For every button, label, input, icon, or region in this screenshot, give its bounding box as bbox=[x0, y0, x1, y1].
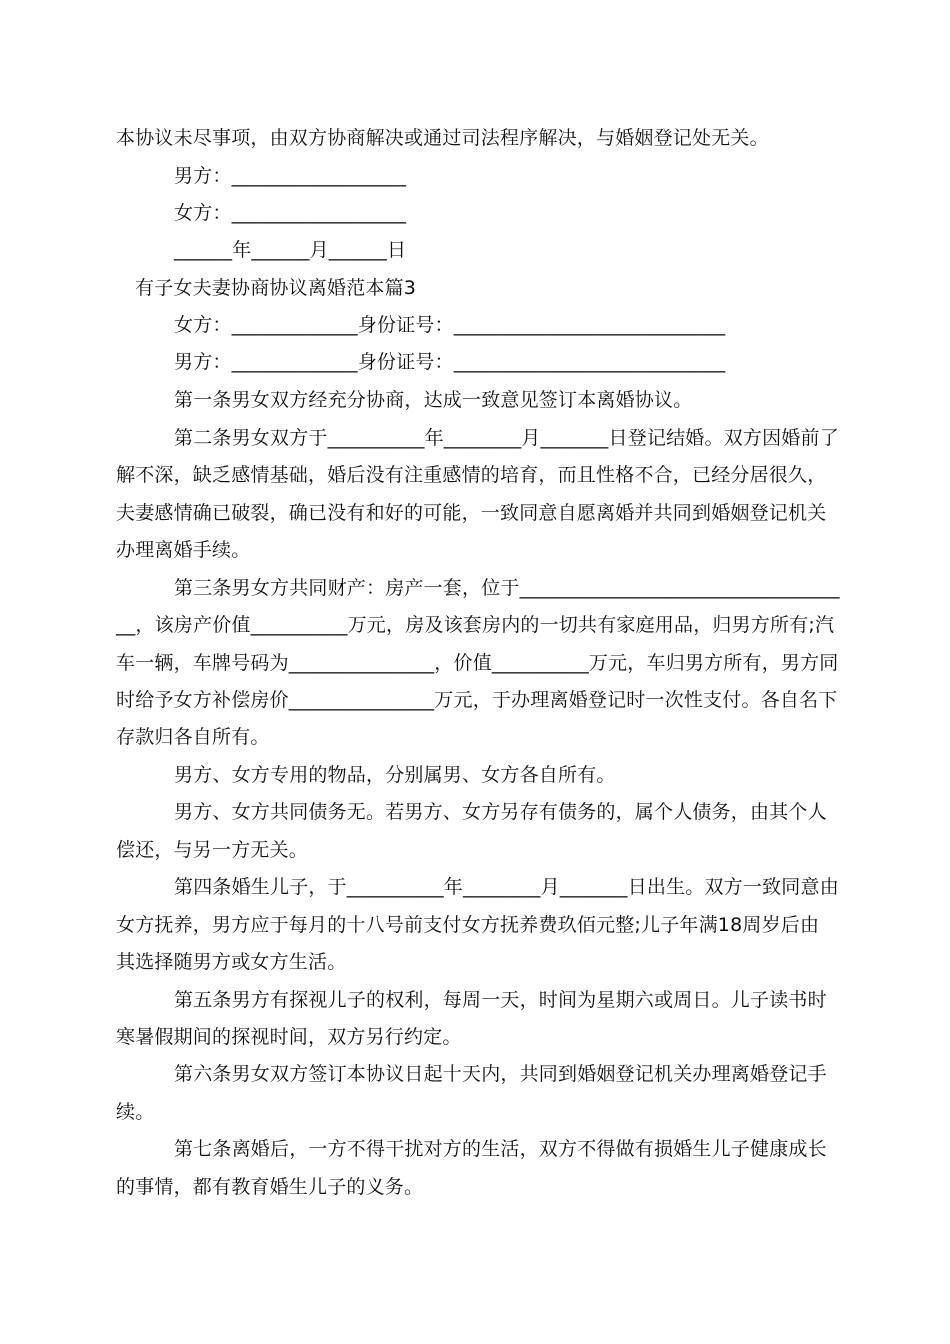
article-4-line-1: 第四条婚生儿子，于__________年________月_______日出生。双方一致同意由 bbox=[174, 876, 839, 898]
article-2-line-1: 第二条男女双方于__________年________月_______日登记结婚。双方因婚前了 bbox=[174, 427, 839, 449]
text-line: 本协议未尽事项，由双方协商解决或通过司法程序解决，与婚姻登记处无关。 bbox=[116, 127, 769, 149]
personal-items-line: 男方、女方专用的物品，分别属男、女方各自所有。 bbox=[174, 764, 616, 786]
party-line-male: 男方：_____________身份证号：____________________________ bbox=[174, 351, 726, 373]
article-5-line-2: 寒暑假期间的探视时间，双方另行约定。 bbox=[116, 1026, 462, 1048]
article-3-line-2: __，该房产价值__________万元，房及该套房内的一切共有家庭用品，归男方所有;汽 bbox=[116, 614, 835, 636]
article-6-line-2: 续。 bbox=[116, 1101, 155, 1123]
article-3-line-1: 第三条男女方共同财产：房产一套，位于_________________________________ bbox=[174, 577, 840, 599]
article-4-line-2: 女方抚养，男方应于每月的十八号前支付女方抚养费玖佰元整;儿子年满18周岁后由 bbox=[116, 914, 820, 936]
article-4-line-3: 其选择随男方或女方生活。 bbox=[116, 951, 347, 973]
article-7-line-2: 的事情，都有教育婚生儿子的义务。 bbox=[116, 1176, 424, 1198]
article-7-line-1: 第七条离婚后，一方不得干扰对方的生活，双方不得做有损婚生儿子健康成长 bbox=[174, 1138, 827, 1160]
section-heading: 有子女夫妻协商协议离婚范本篇3 bbox=[135, 277, 417, 299]
debts-line-1: 男方、女方共同债务无。若男方、女方另存有债务的，属个人债务，由其个人 bbox=[174, 801, 827, 823]
article-3-line-4: 时给予女方补偿房价_______________万元，于办理离婚登记时一次性支付。各自名下 bbox=[116, 689, 838, 711]
article-1: 第一条男女双方经充分协商，达成一致意见签订本离婚协议。 bbox=[174, 389, 693, 411]
article-5-line-1: 第五条男方有探视儿子的权利，每周一天，时间为星期六或周日。儿子读书时 bbox=[174, 989, 827, 1011]
debts-line-2: 偿还，与另一方无关。 bbox=[116, 839, 309, 861]
signature-line-female: 女方：__________________ bbox=[174, 202, 407, 224]
article-2-line-4: 办理离婚手续。 bbox=[116, 539, 251, 561]
article-2-line-3: 夫妻感情确已破裂，确已没有和好的可能，一致同意自愿离婚并共同到婚姻登记机关 bbox=[116, 502, 827, 524]
signature-line-male: 男方：__________________ bbox=[174, 165, 407, 187]
article-3-line-3: 车一辆，车牌号码为_______________，价值__________万元，车归男方所有，男方同 bbox=[116, 652, 839, 674]
article-2-line-2: 解不深，缺乏感情基础，婚后没有注重感情的培育，而且性格不合，已经分居很久， bbox=[116, 464, 827, 486]
date-line: ______年______月______日 bbox=[174, 239, 407, 261]
party-line-female: 女方：_____________身份证号：____________________________ bbox=[174, 314, 726, 336]
article-3-line-5: 存款归各自所有。 bbox=[116, 726, 270, 748]
article-6-line-1: 第六条男女双方签订本协议日起十天内，共同到婚姻登记机关办理离婚登记手 bbox=[174, 1063, 827, 1085]
